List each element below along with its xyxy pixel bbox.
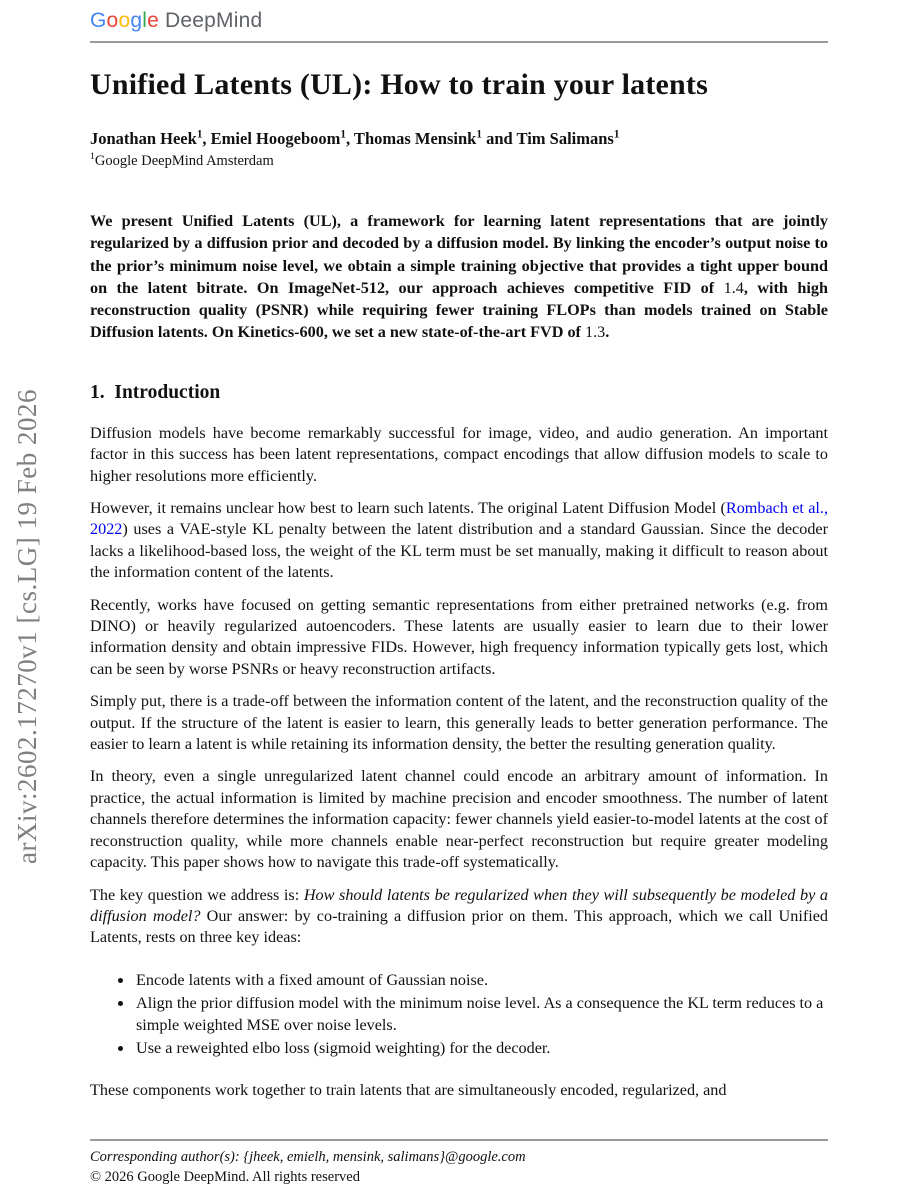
section-heading-introduction: 1. Introduction: [90, 381, 221, 403]
text-segment: 1.3: [584, 323, 606, 342]
logo-deepmind: DeepMind: [158, 9, 263, 32]
paper-title: Unified Latents (UL): How to train your latents: [90, 68, 708, 101]
paragraph-key-question: [90, 885, 828, 949]
abstract: [90, 210, 828, 344]
bullet-item-align-prior: • Align the prior diffusion model with the minimum noise level. As a consequence the KL term reduces to a simple weighted MSE over noise levels.: [134, 993, 828, 1036]
logo-letter-g2: g: [130, 9, 143, 32]
paragraph-diffusion-success: Diffusion models have become remarkably successful for image, video, and audio generation. An important factor in this success has been latent representations, compact encodings that allow diffusion models to scale to higher resolutions more efficiently.: [90, 423, 828, 485]
text-segment: , with high reconstruction quality (PSNR) while requiring fewer training FLOPs than models trained on Stable Diffusion latents. On Kinetics-600, we set a new state-of-the-art FVD of: [90, 278, 828, 342]
arxiv-watermark: arXiv:2602.17270v1 [cs.LG] 19 Feb 2026: [12, 389, 42, 864]
citation-link-rombach-2022[interactable]: Rombach et al., 2022: [90, 499, 828, 539]
text-segment: However, it remains unclear how best to learn such latents. The original Latent Diffusion Model (: [90, 499, 726, 517]
text-segment: 1: [613, 128, 620, 141]
affiliation-line: [90, 153, 828, 170]
text-segment: , Thomas Mensink: [345, 129, 477, 148]
paragraph-tradeoff: Simply put, there is a trade-off between the information content of the latent, and the reconstruction quality of the output. If the structure of the latent is easier to learn, this generally leads to better generation performance. The easier to learn a latent is while retaining its information density, the better the resulting generation quality.: [90, 692, 828, 754]
text-segment: 1.4: [723, 278, 744, 297]
google-deepmind-logo: [90, 9, 828, 33]
logo-letter-g: G: [90, 9, 107, 32]
logo-letter-l: l: [142, 9, 148, 32]
text-segment: ) uses a VAE-style KL penalty between the latent distribution and a standard Gaussian. Since the decoder lacks a likelihood-based loss, the weight of the KL term must be set manually, making it difficult to reason about the information content of the latents.: [90, 520, 828, 582]
paragraph-latent-diffusion-model: [90, 498, 828, 584]
text-segment: , Emiel Hoogeboom: [202, 129, 341, 148]
header-rule: [90, 41, 828, 43]
text-segment: The key question we address is:: [90, 885, 304, 904]
logo-letter-o2: o: [118, 9, 131, 32]
paragraph-information-capacity: In theory, even a single unregularized latent channel could encode an arbitrary amount of information. In practice, the actual information is limited by machine precision and encoder smoothness. The number of latent channels therefore determines the information capacity: fewer channels yield easier-to-model latents at the cost of reconstruction quality, while more channels enable near-perfect reconstruction but require greater modeling capacity. This paper shows how to navigate this trade-off systematically.: [90, 767, 828, 872]
text-segment: Jonathan Heek: [90, 129, 197, 148]
text-segment: .: [605, 323, 610, 342]
text-segment: Google DeepMind Amsterdam: [94, 153, 274, 169]
paper-content: [90, 0, 828, 1102]
correspondence-line: Corresponding author(s): {jheek, emielh, mensink, salimans}@google.com: [90, 1149, 526, 1165]
text-segment: and Tim Salimans: [481, 129, 614, 148]
footer-rule: [90, 1139, 828, 1141]
logo-letter-o1: o: [106, 9, 119, 32]
logo-letter-e: e: [147, 9, 159, 32]
text-segment: We present Unified Latents (UL), a framework for learning latent representations that are jointly regularized by a diffusion prior and decoded by a diffusion model. By linking the encoder’s output noise to the prior’s minimum noise level, we obtain a simple training objective that provides a tight upper bound on the latent bitrate. On ImageNet-512, our approach achieves competitive FID of: [90, 212, 828, 297]
footer: [90, 1139, 828, 1186]
copyright-line: © 2026 Google DeepMind. All rights reserved: [90, 1169, 360, 1185]
paragraph-semantic-representations: Recently, works have focused on getting semantic representations from either pretrained networks (e.g. from DINO) or heavily regularized autoencoders. These latents are usually easier to learn due to their lower information density and obtain impressive FIDs. However, high frequency information typically gets lost, which can be seen by worse PSNRs or heavy reconstruction artifacts.: [90, 595, 828, 678]
key-ideas-list: [90, 970, 828, 1060]
bullet-item-encode-noise: • Encode latents with a fixed amount of Gaussian noise.: [134, 970, 828, 991]
authors-line: [90, 129, 828, 149]
closing-paragraph: These components work together to train latents that are simultaneously encoded, regularized, and: [90, 1081, 727, 1100]
text-segment: Our answer: by co-training a diffusion prior on them. This approach, which we call Unified Latents, rests on three key ideas:: [90, 906, 828, 947]
text-segment: 1: [196, 128, 203, 141]
text-segment: 1: [476, 128, 482, 141]
text-segment: 1: [90, 151, 95, 163]
text-segment: How should latents be regularized when they will subsequently be modeled by a diffusion model?: [90, 885, 829, 925]
text-segment: 1: [340, 128, 346, 141]
bullet-item-reweighted-elbo: • Use a reweighted elbo loss (sigmoid weighting) for the decoder.: [134, 1038, 828, 1059]
